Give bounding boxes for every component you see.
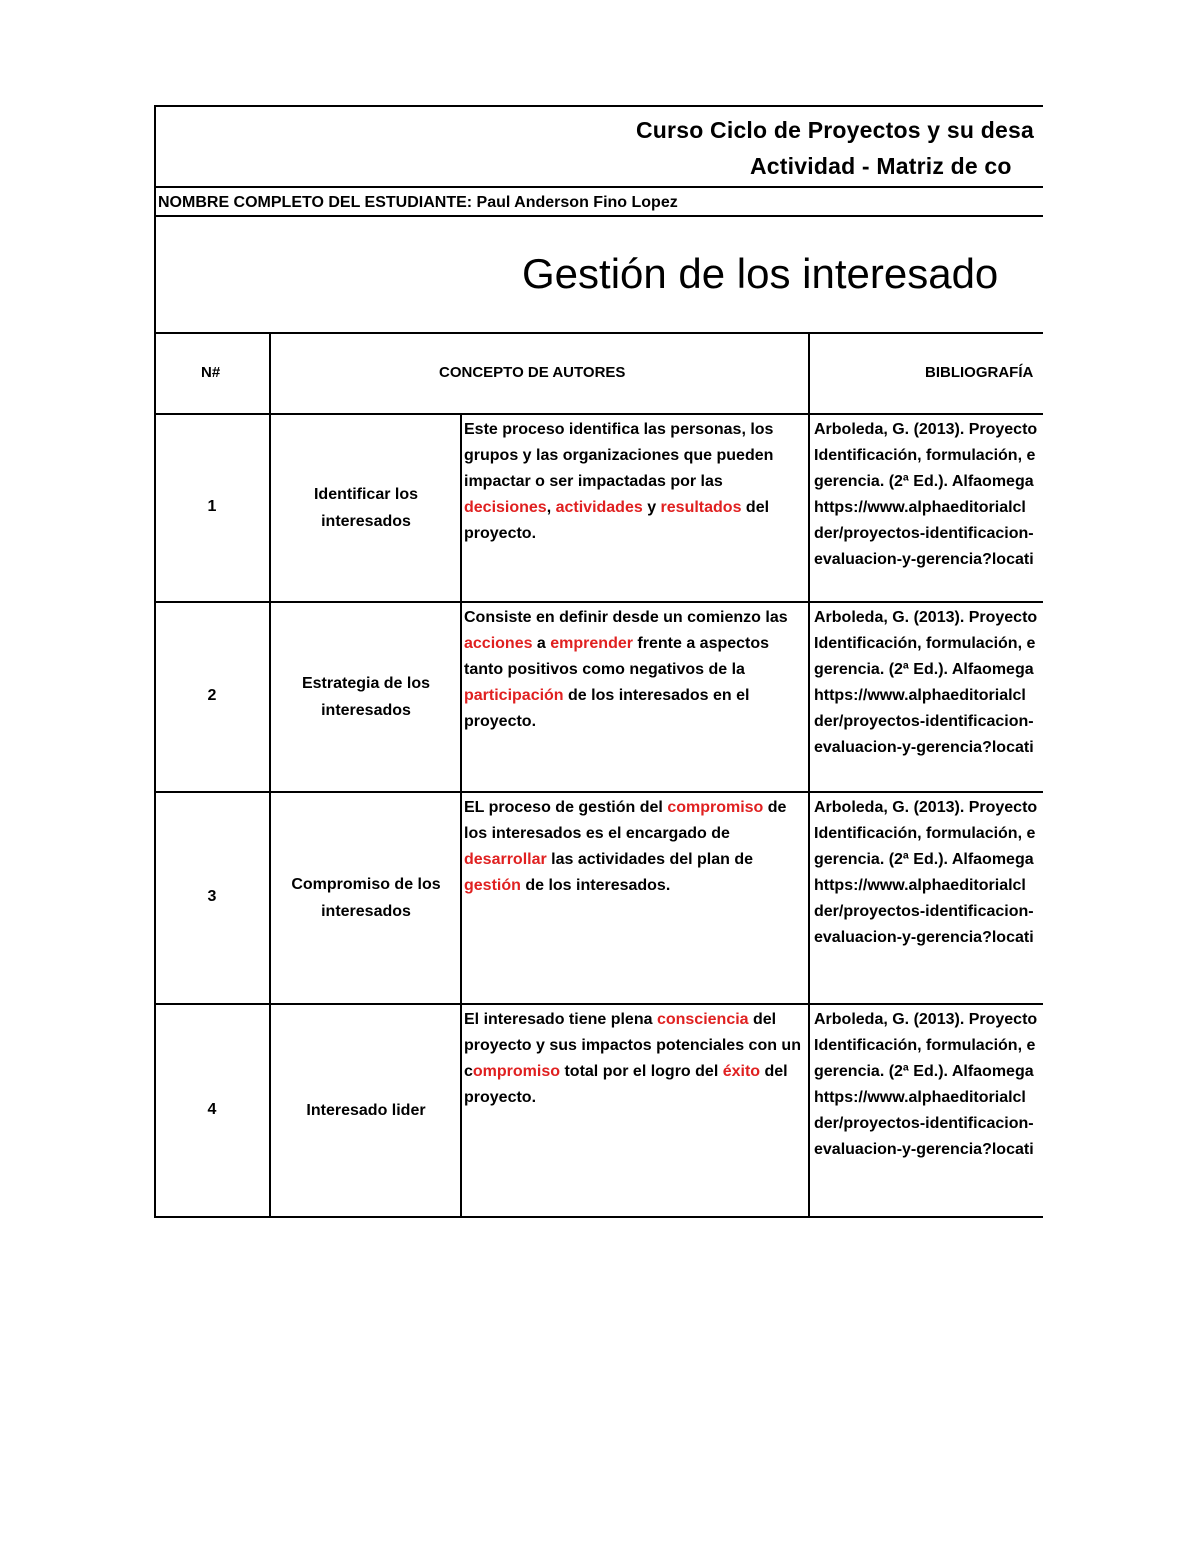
row-bibliography: [814, 795, 1043, 951]
bibliography-line: gerencia. (2ª Ed.). Alfaomega: [814, 661, 1034, 678]
column-header-biblio: BIBLIOGRAFÍA: [925, 364, 1034, 381]
border-student-bottom: [154, 215, 1043, 217]
highlighted-term: éxito: [722, 1063, 761, 1080]
highlighted-term: decisiones: [464, 499, 547, 516]
description-text: de los interesados es el encargado de: [464, 799, 787, 842]
row-concept: Compromiso de los interesados: [291, 876, 441, 920]
bibliography-line: Arboleda, G. (2013). Proyecto: [814, 799, 1038, 816]
bibliography-line: gerencia. (2ª Ed.). Alfaomega: [814, 851, 1034, 868]
highlighted-term: compromiso: [667, 799, 764, 816]
highlighted-term: gestión: [464, 877, 521, 894]
bibliography-line: evaluacion-y-gerencia?locati: [814, 929, 1034, 946]
description-text: Este proceso identifica las personas, los grupos y las organizaciones que pueden impactar o ser impactadas por las: [464, 421, 774, 490]
bibliography-line: Arboleda, G. (2013). Proyecto: [814, 1011, 1038, 1028]
row-number: 3: [207, 888, 217, 905]
highlighted-term: emprender: [550, 635, 633, 652]
description-text: de los interesados en el proyecto.: [464, 687, 750, 730]
description-text: El interesado tiene plena: [464, 1011, 657, 1028]
row-bibliography: [814, 605, 1043, 761]
bibliography-line: der/proyectos-identificacion-: [814, 1115, 1034, 1132]
description-text: del proyecto.: [464, 1063, 788, 1106]
description-text: del proyecto y sus impactos potenciales con un c: [464, 1011, 801, 1080]
highlighted-term: resultados: [660, 499, 742, 516]
bibliography-line: https://www.alphaeditorialcl: [814, 687, 1026, 704]
row-bibliography: [814, 417, 1043, 573]
bibliography-line: Identificación, formulación, e: [814, 635, 1036, 652]
border-title-bottom: [154, 186, 1043, 188]
bibliography-line: https://www.alphaeditorialcl: [814, 499, 1026, 516]
course-title: Curso Ciclo de Proyectos y su desa: [636, 117, 1034, 143]
spreadsheet-page: [154, 105, 1043, 1220]
border-main-title-bottom: [154, 332, 1043, 334]
bibliography-line: gerencia. (2ª Ed.). Alfaomega: [814, 473, 1034, 490]
description-text: a: [532, 635, 551, 652]
border-bottom: [154, 1216, 1043, 1218]
bibliography-line: evaluacion-y-gerencia?locati: [814, 1141, 1034, 1158]
bibliography-line: evaluacion-y-gerencia?locati: [814, 739, 1034, 756]
column-header-num: N#: [201, 364, 221, 381]
highlighted-term: desarrollar: [464, 851, 547, 868]
highlighted-term: ompromiso: [472, 1063, 561, 1080]
row-concept: Estrategia de los interesados: [301, 675, 431, 719]
row-description: [464, 795, 808, 899]
table-row: [154, 1005, 1043, 1216]
row-concept: Identificar los interesados: [313, 486, 419, 530]
table-row: [154, 415, 1043, 601]
bibliography-line: https://www.alphaeditorialcl: [814, 877, 1026, 894]
bibliography-line: der/proyectos-identificacion-: [814, 525, 1034, 542]
row-description: [464, 417, 808, 547]
bibliography-line: Identificación, formulación, e: [814, 825, 1036, 842]
bibliography-line: Arboleda, G. (2013). Proyecto: [814, 609, 1038, 626]
bibliography-line: https://www.alphaeditorialcl: [814, 1089, 1026, 1106]
bibliography-line: Identificación, formulación, e: [814, 1037, 1036, 1054]
page-title: Gestión de los interesado: [522, 250, 999, 297]
row-bibliography: [814, 1007, 1043, 1163]
bibliography-line: gerencia. (2ª Ed.). Alfaomega: [814, 1063, 1034, 1080]
description-text: ,: [546, 499, 556, 516]
bibliography-line: der/proyectos-identificacion-: [814, 903, 1034, 920]
table-row: [154, 603, 1043, 791]
row-description: [464, 1007, 808, 1111]
bibliography-line: Arboleda, G. (2013). Proyecto: [814, 421, 1038, 438]
column-header-concept: CONCEPTO DE AUTORES: [439, 364, 626, 381]
description-text: total por el logro del: [560, 1063, 723, 1080]
description-text: del proyecto.: [464, 499, 770, 542]
row-number: 2: [207, 687, 217, 704]
student-name: NOMBRE COMPLETO DEL ESTUDIANTE: Paul Anderson Fino Lopez: [158, 194, 678, 211]
activity-title: Actividad - Matriz de co: [750, 153, 1012, 179]
bibliography-line: der/proyectos-identificacion-: [814, 713, 1034, 730]
row-concept: Interesado lider: [306, 1102, 426, 1119]
description-text: frente a aspectos tanto positivos como negativos de la: [464, 635, 770, 678]
highlighted-term: consciencia: [656, 1011, 749, 1028]
row-number: 4: [207, 1100, 217, 1118]
row-number: 1: [207, 498, 217, 515]
highlighted-term: participación: [464, 687, 564, 704]
border-top: [154, 105, 1043, 107]
description-text: las actividades del plan de: [546, 851, 754, 868]
description-text: y: [642, 499, 661, 516]
highlighted-term: acciones: [464, 635, 533, 652]
description-text: EL proceso de gestión del: [464, 799, 668, 816]
bibliography-line: evaluacion-y-gerencia?locati: [814, 551, 1034, 568]
table-row: [154, 793, 1043, 1003]
description-text: Consiste en definir desde un comienzo las: [464, 609, 788, 626]
highlighted-term: actividades: [555, 499, 643, 516]
bibliography-line: Identificación, formulación, e: [814, 447, 1036, 464]
row-description: [464, 605, 808, 735]
description-text: de los interesados.: [520, 877, 671, 894]
